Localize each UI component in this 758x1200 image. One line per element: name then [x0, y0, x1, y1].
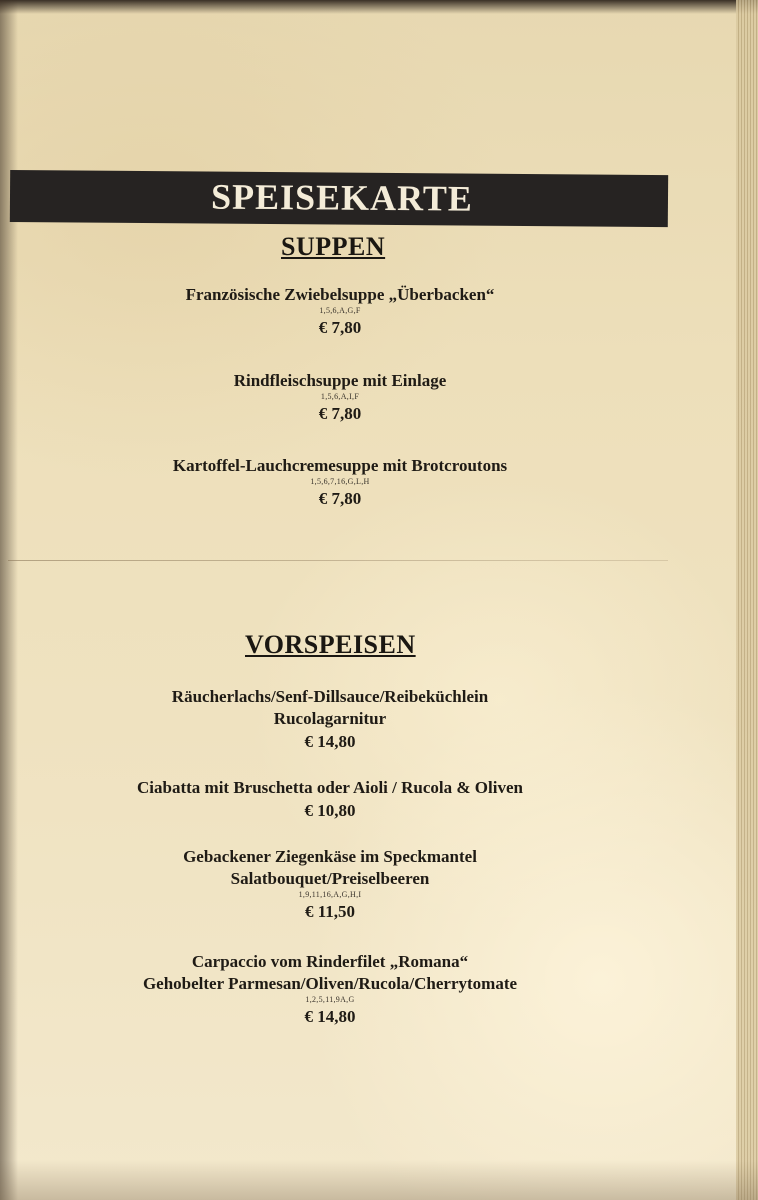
item-allergen-codes: 1,5,6,A,I,F	[320, 392, 360, 401]
item-name: Ciabatta mit Bruschetta oder Aioli / Rucola & Oliven	[137, 778, 523, 797]
item-name: Rindfleischsuppe mit Einlage	[233, 371, 447, 390]
item-name: Französische Zwiebelsuppe „Überbacken“	[185, 285, 495, 304]
page-top-shadow	[0, 0, 758, 14]
item-name: Carpaccio vom Rinderfilet „Romana“	[191, 952, 469, 971]
item-name-line2: Rucolagarnitur	[273, 709, 387, 728]
menu-item	[30, 846, 630, 923]
section-title-vorspeisen: VORSPEISEN	[245, 630, 416, 659]
item-price: € 11,50	[304, 902, 356, 921]
item-name: Räucherlachs/Senf-Dillsauce/Reibeküchlein	[171, 687, 489, 706]
section-divider	[8, 560, 668, 561]
item-allergen-codes: 1,5,6,7,16,G,L,H	[310, 477, 370, 486]
item-price: € 14,80	[304, 1007, 356, 1026]
item-price: € 10,80	[304, 801, 356, 820]
item-allergen-codes: 1,9,11,16,A,G,H,I	[298, 890, 362, 899]
title-banner	[10, 170, 668, 227]
section-title-suppen: SUPPEN	[281, 232, 386, 261]
item-price: € 14,80	[304, 732, 356, 751]
page-edges	[736, 0, 758, 1200]
item-name-line2: Salatbouquet/Preiselbeeren	[230, 869, 430, 888]
item-allergen-codes: 1,2,5,11,9A,G	[305, 995, 355, 1004]
menu-item	[40, 284, 640, 339]
item-allergen-codes: 1,5,6,A,G,F	[319, 306, 361, 315]
item-name-line2: Gehobelter Parmesan/Oliven/Rucola/Cherrytomate	[142, 974, 518, 993]
page-bottom-shadow	[0, 1160, 758, 1200]
menu-title: SPEISEKARTE	[210, 176, 474, 219]
menu-item	[30, 777, 630, 822]
item-price: € 7,80	[318, 404, 362, 423]
item-name: Kartoffel-Lauchcremesuppe mit Brotcroutons	[172, 456, 508, 475]
menu-item	[30, 686, 630, 753]
menu-item	[30, 951, 630, 1028]
item-price: € 7,80	[318, 318, 362, 337]
menu-item	[40, 370, 640, 425]
menu-item	[40, 455, 640, 510]
item-name: Gebackener Ziegenkäse im Speckmantel	[183, 847, 477, 866]
item-price: € 7,80	[318, 489, 362, 508]
